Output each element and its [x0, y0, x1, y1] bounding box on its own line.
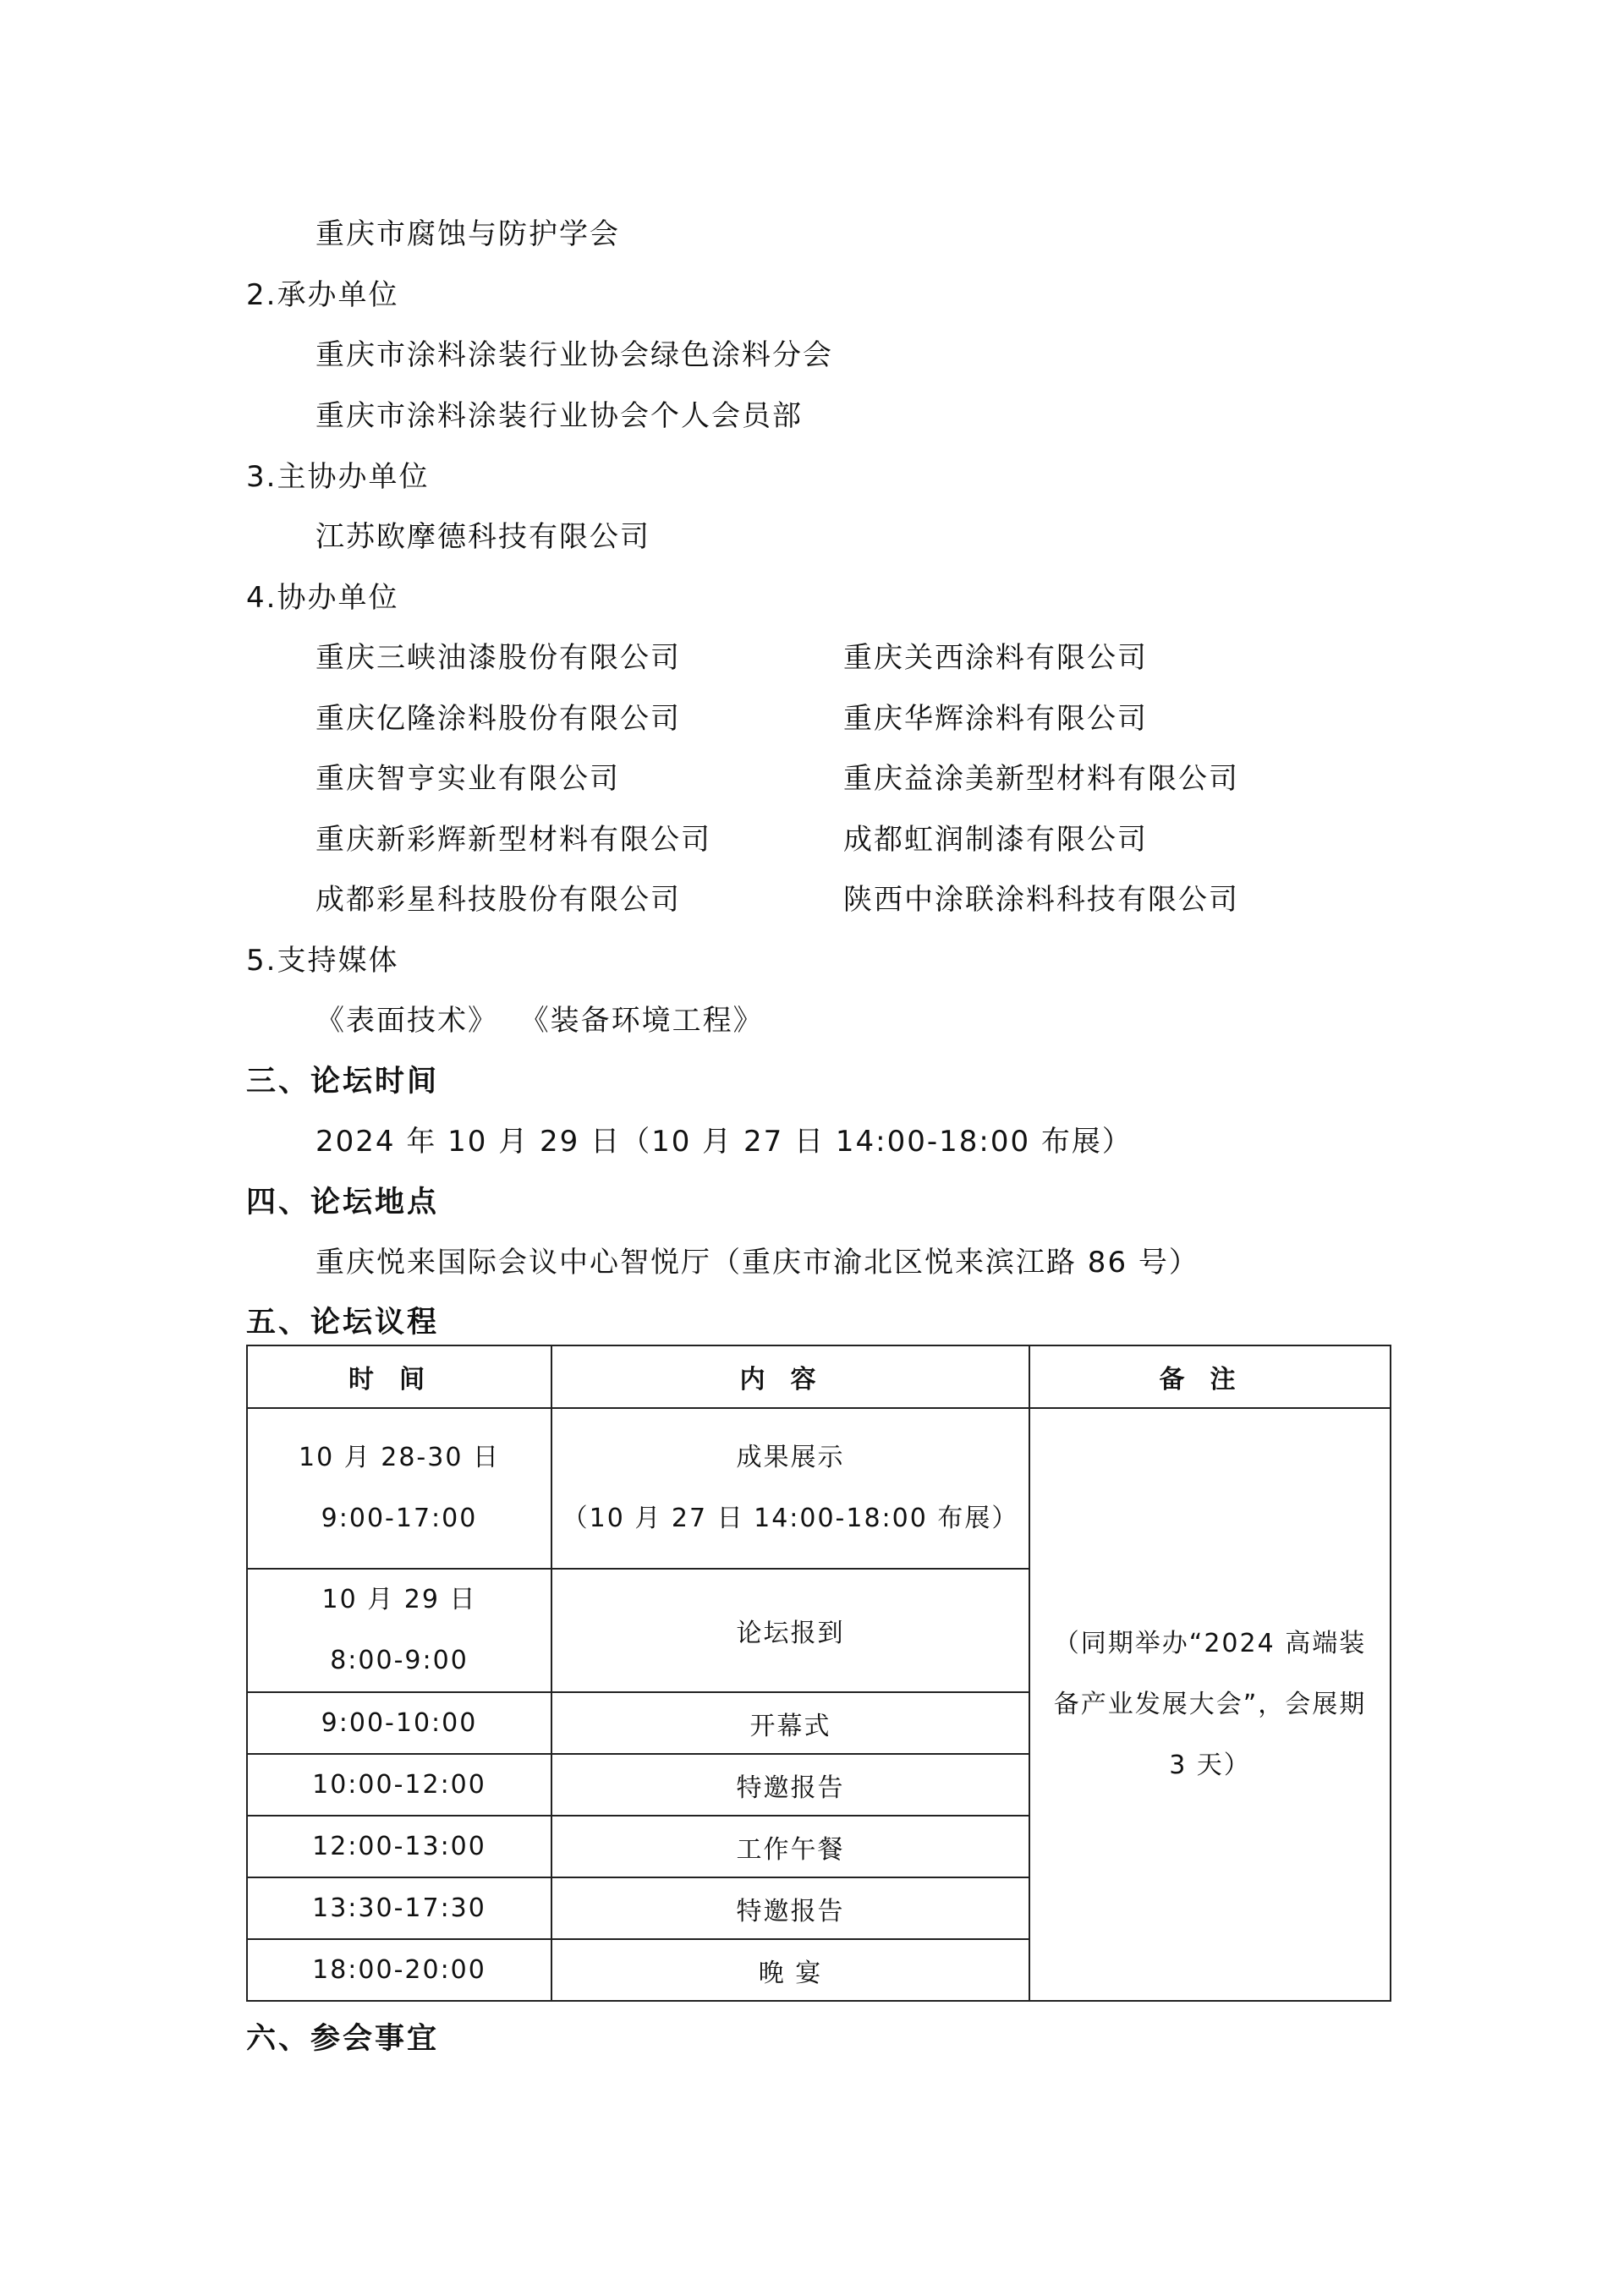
organizer-tail: 重庆市腐蚀与防护学会 [315, 217, 620, 251]
agenda-content: 工作午餐 [551, 1816, 1029, 1877]
host-unit-title: 2.承办单位 [246, 278, 399, 312]
time-line: 8:00-9:00 [330, 1646, 469, 1675]
agenda-time: 12:00-13:00 [247, 1816, 551, 1877]
agenda-time [247, 1569, 551, 1692]
agenda-header-row [247, 1345, 1391, 1408]
main-co-organizer-title: 3.主协办单位 [246, 460, 430, 494]
co-organizer-right: 重庆益涂美新型材料有限公司 [843, 762, 1239, 796]
media-items: 《表面技术》 《装备环境工程》 [315, 1004, 764, 1038]
time-line: 10 月 29 日 [321, 1585, 477, 1614]
media-title: 5.支持媒体 [246, 944, 399, 978]
agenda-time: 13:30-17:30 [247, 1877, 551, 1939]
co-organizer-left: 重庆亿隆涂料股份有限公司 [315, 702, 681, 736]
co-organizer-left: 重庆智亨实业有限公司 [315, 762, 620, 796]
agenda-time: 9:00-10:00 [247, 1692, 551, 1754]
agenda-content: 晚 宴 [551, 1939, 1029, 2001]
co-organizer-right: 重庆华辉涂料有限公司 [843, 702, 1148, 736]
agenda-time: 18:00-20:00 [247, 1939, 551, 2001]
participation-heading: 六、参会事宜 [246, 2022, 440, 2056]
agenda-content: 论坛报到 [551, 1569, 1029, 1692]
forum-time-text: 2024 年 10 月 29 日（10 月 27 日 14:00-18:00 布展） [315, 1125, 1133, 1159]
agenda-content: 开幕式 [551, 1692, 1029, 1754]
content-line: （10 月 27 日 14:00-18:00 布展） [562, 1504, 1019, 1533]
forum-time-heading: 三、论坛时间 [246, 1065, 440, 1099]
co-organizer-right: 陕西中涂联涂料科技有限公司 [843, 883, 1239, 917]
agenda-content: 特邀报告 [551, 1754, 1029, 1816]
co-organizers-title: 4.协办单位 [246, 581, 399, 615]
content-line: 成果展示 [736, 1443, 845, 1472]
co-organizer-right: 重庆关西涂料有限公司 [843, 641, 1148, 675]
header-content: 内容 [551, 1345, 1029, 1408]
agenda-heading: 五、论坛议程 [246, 1306, 440, 1340]
note-line: 备产业发展大会”，会展期 [1053, 1689, 1367, 1719]
header-time: 时间 [247, 1345, 551, 1408]
note-line: （同期举办“2024 高端装 [1053, 1628, 1367, 1658]
co-organizer-right: 成都虹润制漆有限公司 [843, 823, 1148, 857]
table-row [247, 1408, 1391, 1569]
agenda-table [246, 1345, 1391, 2002]
note-line: 3 天） [1169, 1750, 1251, 1780]
co-organizer-left: 重庆新彩辉新型材料有限公司 [315, 823, 711, 857]
agenda-time [247, 1408, 551, 1569]
main-co-organizer-item: 江苏欧摩德科技有限公司 [315, 520, 650, 554]
agenda-content: 特邀报告 [551, 1877, 1029, 1939]
host-unit-item: 重庆市涂料涂装行业协会绿色涂料分会 [315, 338, 833, 372]
co-organizer-left: 重庆三峡油漆股份有限公司 [315, 641, 681, 675]
agenda-time: 10:00-12:00 [247, 1754, 551, 1816]
host-unit-item: 重庆市涂料涂装行业协会个人会员部 [315, 399, 803, 433]
agenda-content [551, 1408, 1029, 1569]
time-line: 9:00-17:00 [321, 1504, 478, 1533]
header-note: 备注 [1029, 1345, 1391, 1408]
forum-place-text: 重庆悦来国际会议中心智悦厅（重庆市渝北区悦来滨江路 86 号） [315, 1246, 1199, 1280]
forum-place-heading: 四、论坛地点 [246, 1186, 440, 1219]
time-line: 10 月 28-30 日 [299, 1443, 500, 1472]
agenda-note [1029, 1408, 1391, 2001]
co-organizer-left: 成都彩星科技股份有限公司 [315, 883, 681, 917]
